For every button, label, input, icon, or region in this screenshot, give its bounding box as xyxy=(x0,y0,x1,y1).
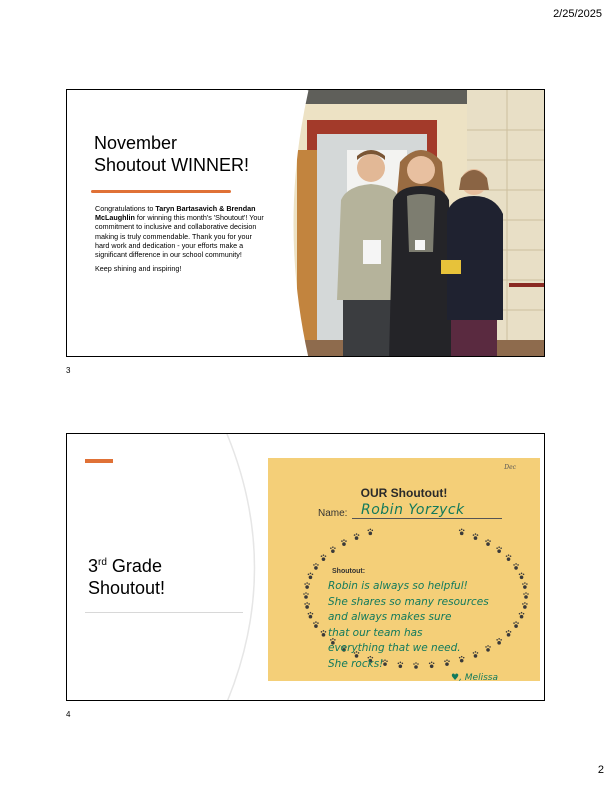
paw-print xyxy=(313,563,319,570)
paw-print xyxy=(303,592,309,599)
closing-line: Keep shining and inspiring! xyxy=(95,264,182,274)
paw-print xyxy=(513,563,519,570)
paw-print xyxy=(459,529,465,536)
print-date: 2/25/2025 xyxy=(553,8,602,20)
card-corner-note: Dec xyxy=(504,464,516,471)
name-underline xyxy=(352,518,502,519)
congratulations-paragraph: Congratulations to Taryn Bartasavich & Brendan McLaughlin for winning this month's 'Shoutout'! Your commitment to inclusive and collaborative decision making is truly commendable. Thank you for your hard work and dedication - your efforts make a significant difference in our school community! xyxy=(95,204,264,260)
name-value: Robin Yorzyck xyxy=(361,502,465,518)
shoutout-label: Shoutout: xyxy=(332,568,366,575)
paw-print xyxy=(313,621,319,628)
handwritten-message: Robin is always so helpful! She shares so many resources and always makes sure that our team has everything that we need. She rocks! xyxy=(328,580,489,670)
paw-print xyxy=(330,546,336,553)
card-heading: OUR Shoutout! xyxy=(360,486,448,500)
paw-print xyxy=(321,554,327,561)
title-line-2: Shoutout WINNER! xyxy=(94,155,250,175)
orange-accent-bar xyxy=(85,459,113,463)
title-line-1: 3rd Grade xyxy=(88,556,162,576)
winners-photo xyxy=(277,90,545,357)
slide-number: 4 xyxy=(66,710,71,719)
shoutout-card xyxy=(268,458,540,681)
paw-print xyxy=(485,539,491,546)
page-number: 2 xyxy=(597,764,604,776)
paw-print xyxy=(308,612,314,619)
slide-november-shoutout xyxy=(66,89,545,357)
paw-print xyxy=(473,533,479,540)
paw-print xyxy=(368,529,374,536)
slide-body xyxy=(95,204,265,278)
signature: ♥, Melissa xyxy=(451,673,498,683)
paw-print xyxy=(341,539,347,546)
slide-title xyxy=(88,552,165,599)
paw-print xyxy=(308,572,314,579)
paw-print xyxy=(506,554,512,561)
title-line-2: Shoutout! xyxy=(88,578,166,598)
title-line-1: November xyxy=(94,133,178,153)
slide-3rd-grade-shoutout xyxy=(66,433,545,701)
paw-print xyxy=(304,582,310,589)
slide-title xyxy=(94,132,294,176)
paw-print xyxy=(496,546,502,553)
paw-print xyxy=(304,602,310,609)
paw-print xyxy=(354,533,360,540)
slide-number: 3 xyxy=(66,366,71,375)
orange-divider xyxy=(91,190,231,193)
paw-print xyxy=(321,630,327,637)
winner-names: Taryn Bartasavich & Brendan McLaughlin xyxy=(95,204,256,223)
name-label: Name: xyxy=(318,508,348,519)
